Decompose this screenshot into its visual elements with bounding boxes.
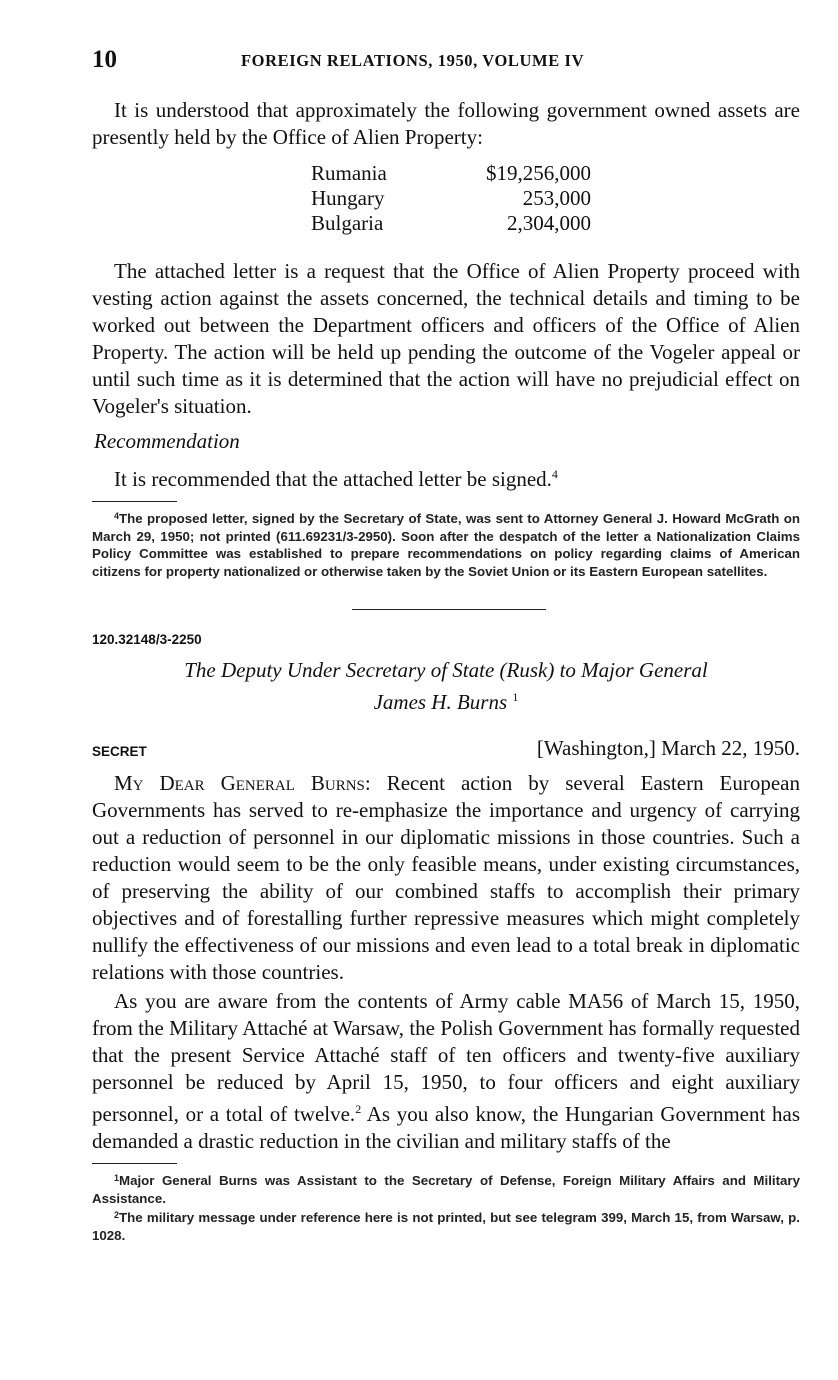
dateline-row <box>92 736 800 766</box>
letter-paragraph-1-text: Recent action by several Eastern European Governments has served to re-emphasize the importance and urgency of carrying out a reduction of personnel in our diplomatic missions in those countries. Such a reduction would seem to be the only feasible means, under existing circumstances, of preserving the ability of our combined staffs to accomplish their primary objectives and of forestalling further repressive measures which might completely nullify the effectiveness of our missions and even lead to a total break in diplomatic relations with those countries. <box>92 771 801 984</box>
footnote-mark: 2 <box>114 1210 120 1220</box>
asset-amount: 2,304,000 <box>507 211 591 235</box>
document-separator <box>352 609 546 610</box>
document-page <box>92 46 800 1244</box>
footnote-mark: 1 <box>114 1173 120 1183</box>
letter-paragraph-1 <box>92 770 800 986</box>
salutation: My Dear General Burns: <box>114 771 371 795</box>
footnote-1 <box>92 1170 800 1207</box>
running-head <box>92 46 800 82</box>
asset-country: Bulgaria <box>311 211 384 235</box>
footnote-reference: 4 <box>551 467 558 481</box>
classification-label: SECRET <box>92 744 147 759</box>
footnote-reference: 2 <box>355 1102 362 1116</box>
footnote-rule <box>92 501 177 502</box>
footnote-mark: 4 <box>114 511 120 521</box>
asset-row <box>311 186 591 211</box>
asset-row <box>311 211 591 236</box>
assets-table <box>311 161 591 236</box>
recommendation-heading: Recommendation <box>94 429 240 453</box>
footnote-2 <box>92 1207 800 1244</box>
recommendation-paragraph <box>92 461 800 493</box>
page-number: 10 <box>92 46 117 73</box>
letter-paragraph-2-part1: As you are aware from the contents of Army cable MA56 of March 15, 1950, from the Military Attaché at Warsaw, the Polish Government has formally requested that the present Service Attaché staff of ten officers and twenty-five auxiliary personnel be reduced by April 15, 1950, to four officers and eight auxiliary personnel, or a total of twelve. <box>92 989 800 1126</box>
letter-paragraph-2-part2: As you also know, the Hungarian Government has demanded a drastic reduction in the civilian and military staffs of the <box>92 1102 800 1153</box>
letter-paragraph-2 <box>92 988 800 1155</box>
intro-paragraph: It is understood that approximately the following government owned assets are presently held by the Office of Alien Property: <box>92 98 800 149</box>
dateline: [Washington,] March 22, 1950. <box>536 736 800 760</box>
asset-amount: 253,000 <box>522 186 591 210</box>
asset-country: Rumania <box>311 161 387 185</box>
vesting-paragraph: The attached letter is a request that the Office of Alien Property proceed with vesting action against the assets concerned, the technical details and timing to be worked out between the Department officers and officers of the Office of Alien Property. The action will be held up pending the outcome of the Vogeler appeal or until such time as it is determined that the action will have no prejudicial effect on Vogeler's situation. <box>92 259 800 418</box>
running-title: FOREIGN RELATIONS, 1950, VOLUME IV <box>241 51 585 70</box>
title-line-2-text: James H. Burns <box>373 690 508 714</box>
title-line-2 <box>92 684 800 716</box>
footnote-reference: 1 <box>512 690 519 704</box>
document-title <box>92 657 800 716</box>
footnote-rule <box>92 1163 177 1164</box>
footnote-text: The military message under reference here is not printed, but see telegram 399, March 15, from Warsaw, p. 1028. <box>92 1210 800 1243</box>
footnote-text: Major General Burns was Assistant to the Secretary of Defense, Foreign Military Affairs and Military Assistance. <box>92 1173 800 1206</box>
recommendation-text: It is recommended that the attached letter be signed. <box>114 467 552 491</box>
asset-country: Hungary <box>311 186 385 210</box>
asset-row <box>311 161 591 186</box>
asset-amount: $19,256,000 <box>486 161 591 185</box>
title-line-1: The Deputy Under Secretary of State (Rusk) to Major General <box>184 658 708 682</box>
file-number: 120.32148/3-2250 <box>92 632 202 647</box>
footnote-4 <box>92 508 800 580</box>
footnote-text: The proposed letter, signed by the Secretary of State, was sent to Attorney General J. Howard McGrath on March 29, 1950; not printed (611.69231/3-2950). Soon after the despatch of the letter a Nationalization Claims Policy Committee was established to prepare recommendations on policy regarding claims of American citizens for property nationalized or otherwise taken by the Soviet Union or its Eastern European satellites. <box>92 511 800 579</box>
